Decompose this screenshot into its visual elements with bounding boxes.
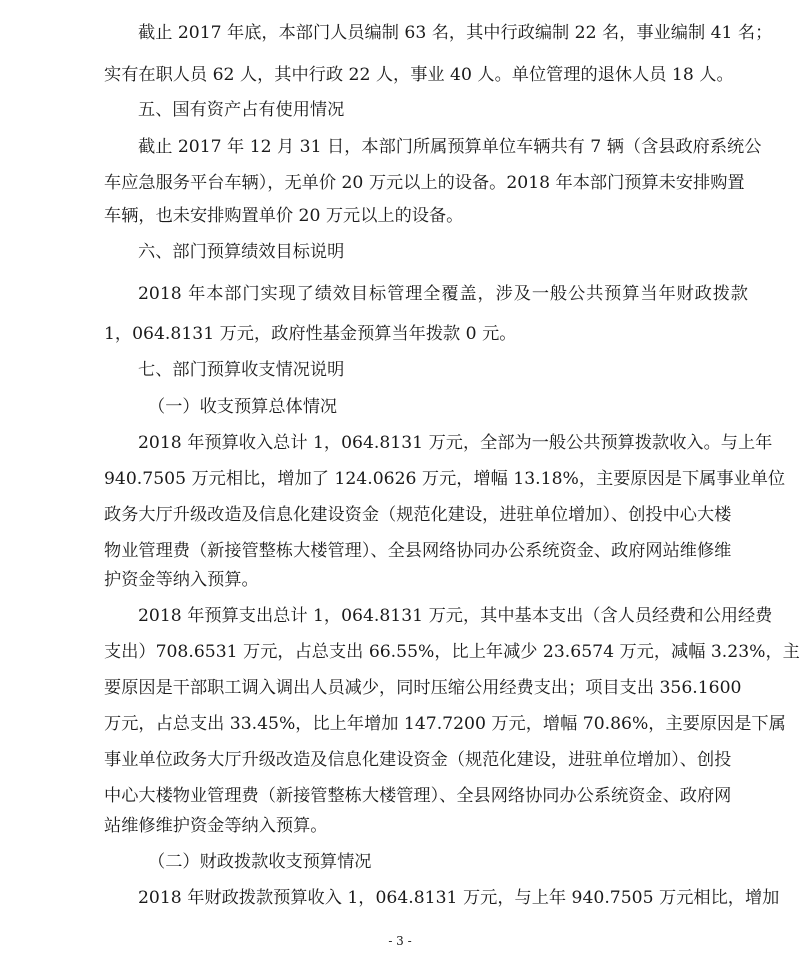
paragraph-line: 截止 2017 年底，本部门人员编制 63 名，其中行政编制 22 名，事业编制 41 名； [138, 23, 773, 43]
section-heading: 五、国有资产占有使用情况 [138, 100, 345, 120]
paragraph-line: 支出）708.6531 万元，占总支出 66.55%，比上年减少 23.6574 万元，减幅 3.23%，主 [104, 642, 800, 662]
paragraph-line: 1，064.8131 万元，政府性基金预算当年拨款 0 元。 [104, 324, 517, 344]
paragraph-line: 政务大厅升级改造及信息化建设资金（规范化建设，进驻单位增加）、创投中心大楼 [104, 505, 732, 525]
paragraph-line: 站维修维护资金等纳入预算。 [104, 816, 328, 836]
paragraph-line: 中心大楼物业管理费（新接管整栋大楼管理）、全县网络协同办公系统资金、政府网 [104, 786, 732, 806]
paragraph-line: 物业管理费（新接管整栋大楼管理）、全县网络协同办公系统资金、政府网站维修维 [104, 541, 732, 561]
paragraph-line: 车应急服务平台车辆），无单价 20 万元以上的设备。2018 年本部门预算未安排购置 [104, 173, 745, 193]
paragraph-line: 实有在职人员 62 人，其中行政 22 人，事业 40 人。单位管理的退休人员 18 人。 [104, 65, 734, 85]
subsection-heading: （一）收支预算总体情况 [148, 397, 338, 417]
paragraph-line: 车辆，也未安排购置单价 20 万元以上的设备。 [104, 206, 464, 226]
page-number: - 3 - [388, 934, 412, 948]
paragraph-line: 要原因是干部职工调入调出人员减少，同时压缩公用经费支出；项目支出 356.1600 [104, 678, 742, 698]
paragraph-line: 940.7505 万元相比，增加了 124.0626 万元，增幅 13.18%，主要原因是下属事业单位 [104, 469, 786, 489]
section-heading: 六、部门预算绩效目标说明 [138, 242, 345, 262]
paragraph-line: 截止 2017 年 12 月 31 日，本部门所属预算单位车辆共有 7 辆（含县政府系统公 [138, 137, 762, 157]
paragraph-line: 2018 年财政拨款预算收入 1，064.8131 万元，与上年 940.7505 万元相比，增加 [138, 888, 780, 908]
paragraph-line: 2018 年本部门实现了绩效目标管理全覆盖，涉及一般公共预算当年财政拨款 [138, 284, 748, 304]
paragraph-line: 2018 年预算支出总计 1，064.8131 万元，其中基本支出（含人员经费和公用经费 [138, 606, 773, 626]
subsection-heading: （二）财政拨款收支预算情况 [148, 852, 372, 872]
paragraph-line: 万元，占总支出 33.45%，比上年增加 147.7200 万元，增幅 70.86%，主要原因是下属 [104, 714, 786, 734]
paragraph-line: 护资金等纳入预算。 [104, 570, 259, 590]
paragraph-line: 2018 年预算收入总计 1，064.8131 万元，全部为一般公共预算拨款收入。与上年 [138, 433, 773, 453]
section-heading: 七、部门预算收支情况说明 [138, 360, 345, 380]
paragraph-line: 事业单位政务大厅升级改造及信息化建设资金（规范化建设，进驻单位增加）、创投 [104, 750, 732, 770]
